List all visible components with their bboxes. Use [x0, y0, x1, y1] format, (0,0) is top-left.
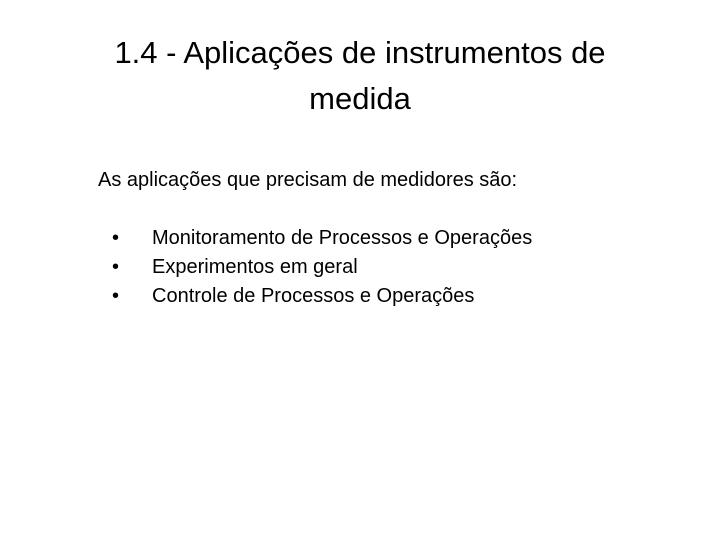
bullet-text: Controle de Processos e Operações	[152, 285, 475, 307]
bullet-text: Monitoramento de Processos e Operações	[152, 227, 533, 249]
slide-title	[40, 30, 680, 122]
bullet-icon: •	[112, 227, 120, 249]
slide-title-line-1: 1.4 - Aplicações de instrumentos de	[114, 35, 606, 70]
bullet-icon: •	[112, 256, 120, 278]
list-item	[112, 282, 532, 311]
list-item	[112, 253, 532, 282]
bullet-icon: •	[112, 285, 120, 307]
list-item	[112, 224, 532, 253]
intro-text: As aplicações que precisam de medidores são:	[98, 169, 518, 191]
bullet-text: Experimentos em geral	[152, 256, 358, 278]
slide-title-line-2: medida	[309, 81, 411, 116]
bullet-list	[112, 224, 532, 311]
